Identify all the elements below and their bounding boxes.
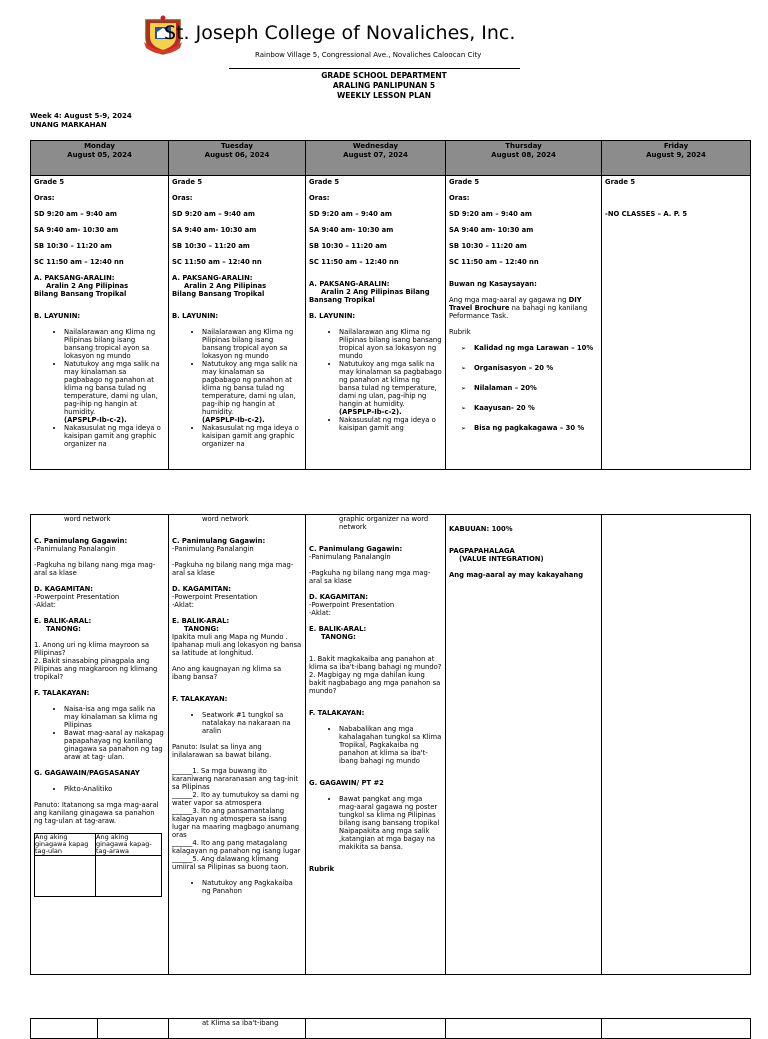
subject-title: ARALING PANLIPUNAN 5 bbox=[332, 81, 436, 90]
tuesday-cell-p1: Grade 5 Oras: SD 9:20 am – 9:40 am SA 9:40 am- 10:30 am SB 10:30 – 11:20 am SC 11:50 am – 12:40 nn A. PAKSANG-ARALIN: Aralin 2 Ang Pilipinas Bilang Bansang Tropikal B. LAYUNIN: • Nailalarawan ang Klima ng Pilipinas bilang isang bansang tropical ayon sa lokasyon ng mundo • Natutukoy ang mga salik na may kinalaman sa pagbabago ng panahon at klima ng bansa tulad ng temperature, dami ng ulan, pag-ihip ng hangin at humidity. (APSPLP-Ib-c-2). • Nakasusulat ng mga ideya o kaisipan gamit ang graphic organizer na bbox=[169, 176, 306, 470]
wednesday-cell-p1: Grade 5 Oras: SD 9:20 am – 9:40 am SA 9:40 am- 10:30 am SB 10:30 – 11:20 am SC 11:50 am – 12:40 nn A. PAKSANG-ARALIN: Aralin 2 Ang Pilipinas Bilang Bansang Tropikal B. LAYUNIN: • Nailalarawan ang Klima ng Pilipinas bilang isang bansang tropical ayon sa lokasyon ng mundo • Natutukoy ang mga salik na may kinalaman sa pagbabago ng panahon at klima ng bansa tulad ng temperature, dami ng ulan, pag-ihip ng hangin at humidity. (APSPLP-Ib-c-2). • Nakasusulat ng mga ideya o kaisipan gamit ang bbox=[306, 176, 446, 470]
plan-title: WEEKLY LESSON PLAN bbox=[337, 91, 431, 100]
thursday-cell-p1: Grade 5 Oras: SD 9:20 am – 9:40 am SA 9:40 am- 10:30 am SB 10:30 – 11:20 am SC 11:50 am – 12:40 nn Buwan ng Kasaysayan: Ang mga mag-aaral ay gagawa ng DIY Travel Brochure na bahagi ng kanilang Peformance Task. Rubrik ➢ Kalidad ng mga Larawan – 10% ➢ Organisasyon – 20 % ➢ Nilalaman – 20% ➢ Kaayusan- 20 % ➢ Bisa ng pagkakagawa – 30 % bbox=[446, 176, 602, 470]
wednesday-cell-p2: graphic organizer na word network C. Panimulang Gagawin: -Panimulang Panalangin -Pagkuha ng bilang nang mga mag-aral sa klase D. KAGAMITAN: -Powerpoint Presentation -Aklat: E. BALIK-ARAL: TANONG: 1. Bakit magkakaiba ang panahon at klima sa iba't-ibang bahagi ng mundo? 2. Magbigay ng mga dahilan kung bakit nagbabago ang mga panahon sa mundo? F. TALAKAYAN: • Nababalikan ang mga kahalagahan tungkol sa Klima Tropikal, Pagkakaiba ng panahon at klima sa iba't-ibang bahagi ng mundo G. GAGAWIN/ PT #2 • Bawat pangkat ang mga mag-aaral gagawa ng poster tungkol sa klima ng Pilipinas bilang isang bansang tropikal Naipapakita ang mga salik ,katangian at mga bagay na makikita sa bansa. Rubrik bbox=[306, 515, 446, 975]
department-title: GRADE SCHOOL DEPARTMENT bbox=[321, 71, 447, 80]
wednesday-cell-p3 bbox=[306, 1019, 446, 1039]
school-name: St. Joseph College of Novaliches, Inc. bbox=[164, 22, 516, 44]
header-friday: Friday August 9, 2024 bbox=[602, 141, 751, 176]
friday-cell-p2 bbox=[602, 515, 751, 975]
header-tuesday: Tuesday August 06, 2024 bbox=[169, 141, 306, 176]
monday-cell-p1: Grade 5 Oras: SD 9:20 am – 9:40 am SA 9:40 am- 10:30 am SB 10:30 – 11:20 am SC 11:50 am – 12:40 nn A. PAKSANG-ARALIN: Aralin 2 Ang Pilipinas Bilang Bansang Tropikal B. LAYUNIN: • Nailalarawan ang Klima ng Pilipinas bilang isang bansang tropical ayon sa lokasyon ng mundo • Natutukoy ang mga salik na may kinalaman sa pagbabago ng panahon at klima ng bansa tulad ng temperature, dami ng ulan, pag-ihip ng hangin at humidity. (APSPLP-Ib-c-2). • Nakasusulat ng mga ideya o kaisipan gamit ang graphic organizer na bbox=[31, 176, 169, 470]
header-divider bbox=[229, 68, 520, 69]
lesson-plan-table-page2 bbox=[30, 514, 751, 975]
week-info bbox=[30, 112, 132, 130]
tuesday-cell-p3: at Klima sa iba't-ibang bbox=[169, 1019, 306, 1039]
thursday-cell-p2: KABUUAN: 100% PAGPAPAHALAGA (VALUE INTEGRATION) Ang mag-aaral ay may kakayahang bbox=[446, 515, 602, 975]
tuesday-cell-p2: word network C. Panimulang Gagawin: -Panimulang Panalangin -Pagkuha ng bilang nang mga mag-aral sa klase D. KAGAMITAN: -Powerpoint Presentation -Aklat: E. BALIK-ARAL: TANONG: Ipakita muli ang Mapa ng Mundo . Ipahanap muli ang lokasyon ng bansa sa latitude at longhitud. Ano ang kaugnayan ng klima sa ibang bansa? F. TALAKAYAN: • Seatwork #1 tungkol sa natalakay na nakaraan na aralin Panuto: Isulat sa linya ang inilalarawan sa bawat bilang. ______1. Sa mga buwang ito karaniwang nararanasan ang tag-init sa Pilipinas ______2. Ito ay tumutukoy sa dami ng water vapor sa atmospera ______3. Ito ang pansamantalang kalagayan ng atmospera sa isang lugar na maaring magbago anumang oras ______4. Ito ang pang matagalang kalagayan ng panahon ng isang lugar ______5. Ang dalawang klimang umiiral sa Pilipinas sa buong taon. • Natutukoy ang Pagkakaiba ng Panahon bbox=[169, 515, 306, 975]
week-label: Week 4: August 5-9, 2024 bbox=[30, 112, 132, 120]
pikto-table: Ang aking ginagawa kapag tag-ulan Ang aking ginagawa kapag-tag-arawa bbox=[34, 833, 162, 897]
friday-cell-p3 bbox=[602, 1019, 751, 1039]
day-header-row bbox=[31, 141, 751, 176]
thursday-cell-p3 bbox=[446, 1019, 602, 1039]
monday-mini-col2-p3 bbox=[98, 1019, 169, 1039]
header-monday: Monday August 05, 2024 bbox=[31, 141, 169, 176]
friday-cell-p1: Grade 5 -NO CLASSES – A. P. 5 bbox=[602, 176, 751, 470]
header-wednesday: Wednesday August 07, 2024 bbox=[306, 141, 446, 176]
monday-cell-p2: word network C. Panimulang Gagawin: -Panimulang Panalangin -Pagkuha ng bilang nang mga mag-aral sa klase D. KAGAMITAN: -Powerpoint Presentation -Aklat: E. BALIK-ARAL: TANONG: 1. Anong uri ng klima mayroon sa Pilipinas? 2. Bakit sinasabing pinagpala ang Pilipinas ang magkaroon ng klimang tropikal? F. TALAKAYAN: • Naisa-isa ang mga salik na may kinalaman sa klima ng Pilipinas • Bawat mag-aaral ay nakapag papapahayag ng kanilang ginagawa sa panahon ng tag araw at tag- ulan. G. GAGAWAIN/PAGSASANAY • Pikto-Analitiko Panuto: Itatanong sa mga mag-aaral ang kanilang ginagawa sa panahon ng tag-ulan at tag-araw. Ang aking ginagawa kapag tag-ulan Ang aking ginagawa kapag-tag-arawa bbox=[31, 515, 169, 975]
quarter-label: UNANG MARKAHAN bbox=[30, 121, 107, 129]
school-address: Rainbow Village 5, Congressional Ave., Novaliches Caloocan City bbox=[255, 51, 482, 59]
lesson-plan-table-page1 bbox=[30, 140, 751, 470]
header-thursday: Thursday August 08, 2024 bbox=[446, 141, 602, 176]
monday-mini-col1-p3 bbox=[31, 1019, 98, 1039]
lesson-plan-table-page3 bbox=[30, 1018, 751, 1039]
